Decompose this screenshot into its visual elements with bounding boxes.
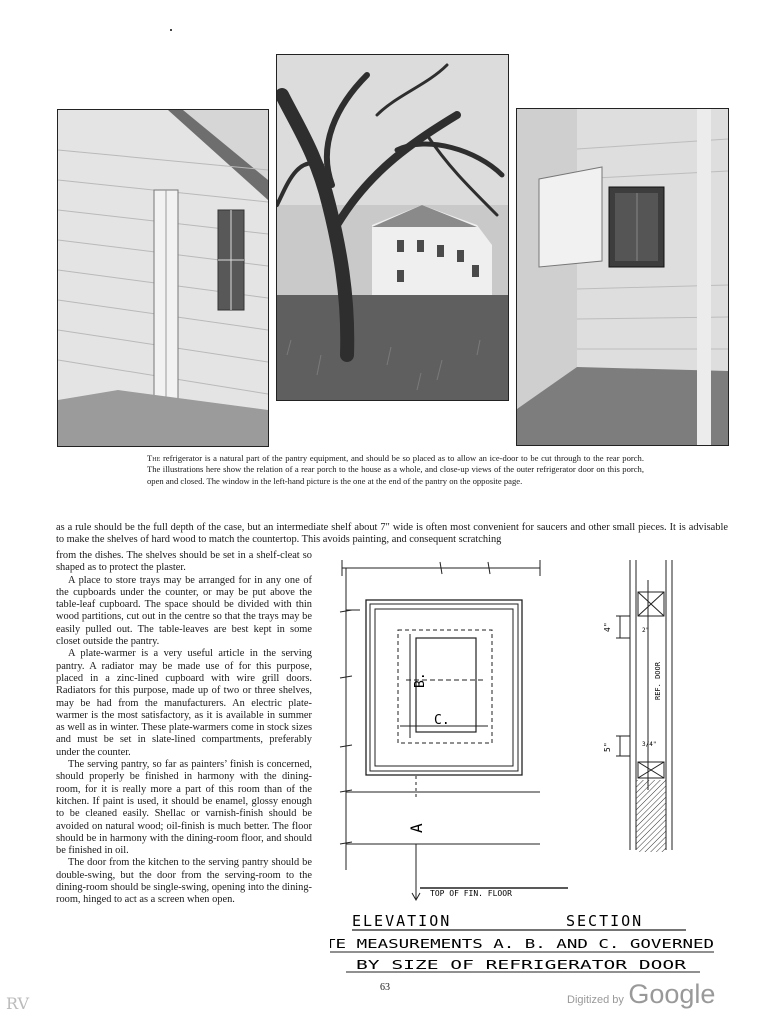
- dim-5: 5": [603, 742, 612, 752]
- section-title: SECTION: [566, 912, 644, 930]
- photo-porch-window: [57, 109, 269, 447]
- drawing-svg: [330, 550, 730, 980]
- note-line-1: NOTE MEASUREMENTS A. B. AND C. GOVERNED: [330, 937, 714, 951]
- refrigerator-door-drawing: [330, 550, 730, 980]
- elevation-title: ELEVATION: [352, 912, 452, 930]
- paragraph: The door from the kitchen to the serving pantry should be double-swing, but the door from the serving-room to the dining-room should be single-swing, opening into the dining-room, hinged to act as a screen when open.: [56, 857, 312, 906]
- floor-label: TOP OF FIN. FLOOR: [430, 889, 512, 898]
- caption-lead: The: [147, 453, 161, 463]
- label-b: B.: [413, 672, 428, 688]
- watermark-prefix: Digitized by: [567, 994, 624, 1006]
- watermark-brand: Google: [628, 979, 716, 1009]
- figure-caption: [147, 453, 644, 487]
- corner-mark: RV: [6, 994, 30, 1013]
- dim-three-quarter: 3/4": [642, 741, 657, 748]
- paragraph: A place to store trays may be arranged for in any one of the cupboards under the counter, or may be put above the table-leaf cupboard. The space should be divided with thin wood partitions, cut out in the centre so that the trays may be easily pulled out. The table-leaves are best kept in some closet outside the pantry.: [56, 574, 312, 648]
- label-a: A: [407, 823, 426, 833]
- label-c: C.: [434, 713, 450, 728]
- intro-paragraph: [56, 522, 728, 547]
- paragraph: from the dishes. The shelves should be set in a shelf-cleat so shaped as to protect the plaster.: [56, 550, 312, 574]
- dim-4: 4": [603, 622, 612, 632]
- paragraph: as a rule should be the full depth of the case, but an intermediate shelf about 7″ wide is often most convenient for saucers and other small pieces. It is advisable to make the shelves of hard wood to match the countertop. This avoids painting, and consequent scratching: [56, 522, 728, 546]
- dim-2: 2": [642, 627, 650, 634]
- photo-house-tree: [276, 54, 509, 401]
- digitized-watermark: [567, 979, 715, 1010]
- ink-speck: [170, 29, 172, 31]
- photo-ice-door-closeup: [516, 108, 729, 446]
- paragraph: A plate-warmer is a very useful article in the serving pantry. A radiator may be made use of for this purpose, placed in a zinc-lined cupboard with wire grill doors. Radiators for this purpose, made up of two or three shelves, may be had from the manufacturers. An electric plate-warmer is the most satisfactory, as it is available in summer as well as in winter. These plate-warmers come in stock sizes and must be set in slate-lined compartments, preferably under the counter.: [56, 648, 312, 758]
- page-number: 63: [380, 982, 390, 993]
- note-line-2: BY SIZE OF REFRIGERATOR DOOR: [356, 958, 688, 972]
- text-column: [56, 550, 312, 907]
- door-label: REF. DOOR: [654, 662, 662, 700]
- paragraph: The serving pantry, so far as painters’ finish is concerned, should properly be finished in harmony with the dining-room, for it is really more a part of this room than of the kitchen. If paint is used, it should be enamel, glossy enough to be cleaned easily. Shellac or varnish-finish should be avoided on natural wood; oil-finish is much better. The floor should be in harmony with the dining-room floor, and should be finished in oil.: [56, 759, 312, 857]
- caption-text: refrigerator is a natural part of the pantry equipment, and should be so placed as to allow an ice-door to be cut through to the rear porch. The illustrations here show the relation of a rear porch to the house as a whole, and close-up views of the outer refrigerator door on this porch, open and closed. The window in the left-hand picture is the one at the end of the pantry on the opposite page.: [147, 453, 644, 486]
